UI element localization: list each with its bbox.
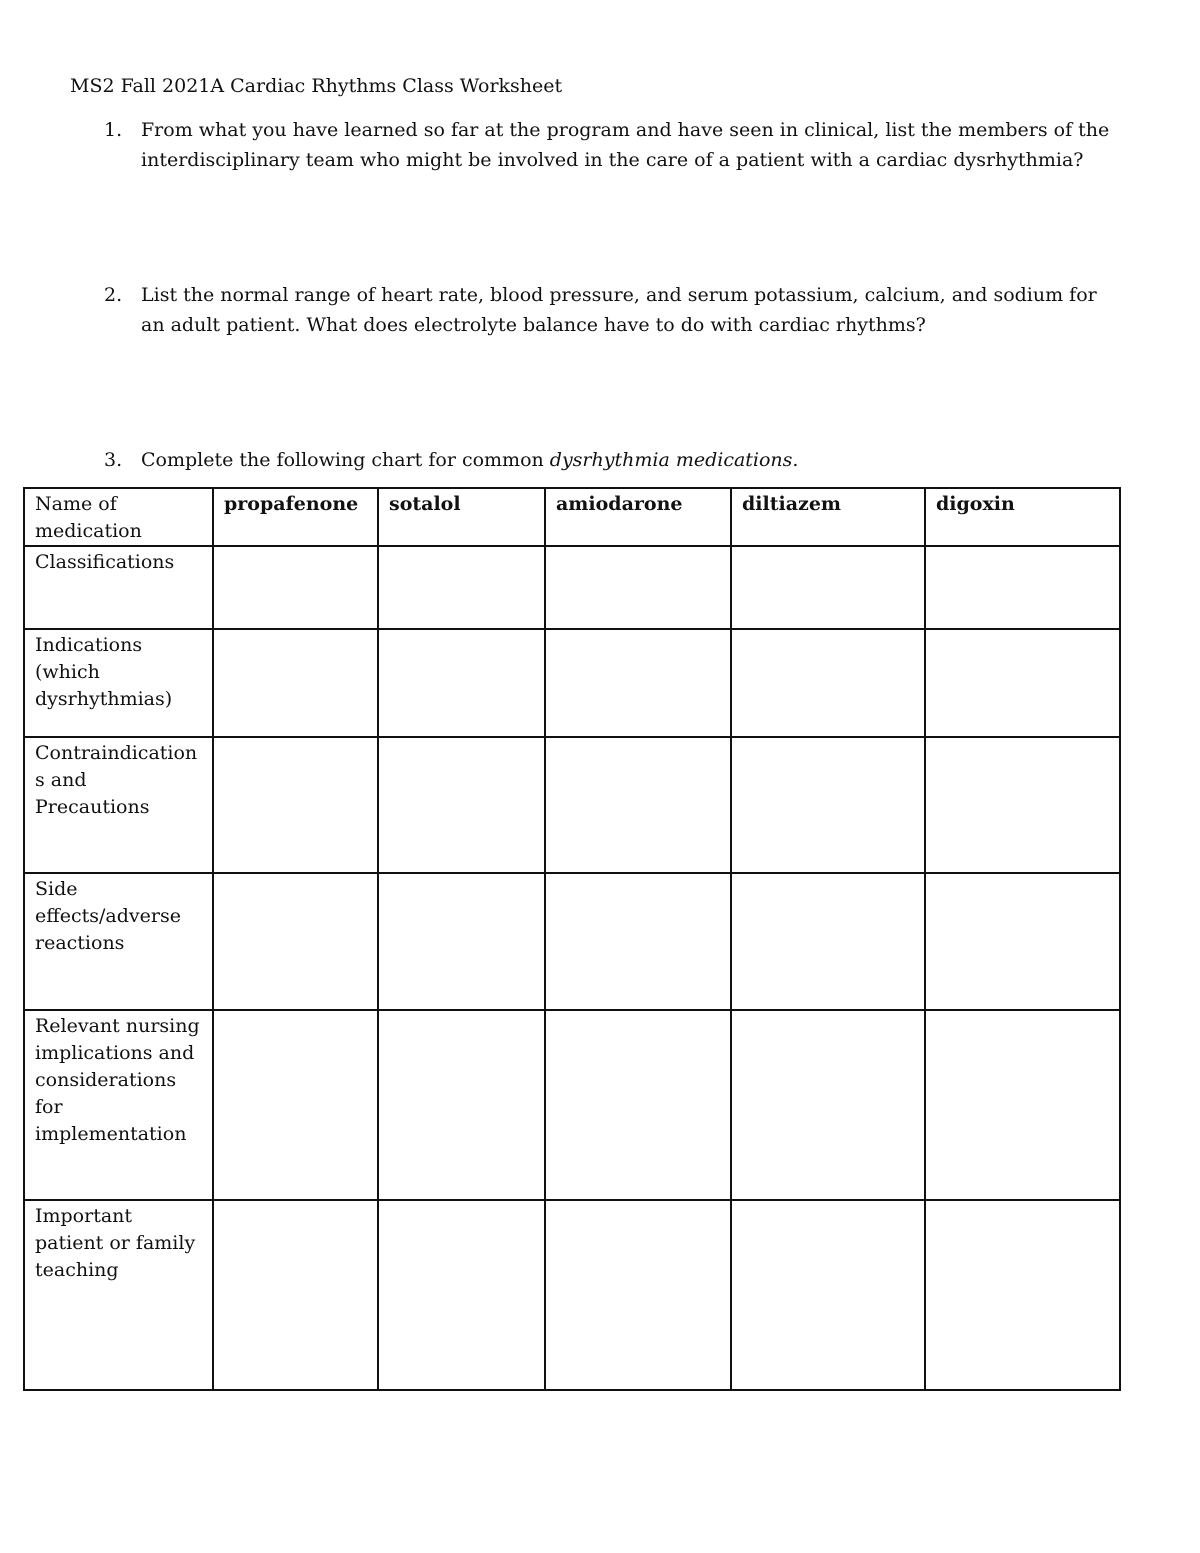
question-text-end: .	[792, 449, 799, 471]
medication-header-sotalol: sotalol	[378, 488, 545, 546]
answer-cell[interactable]	[731, 546, 925, 629]
row-label-patient-teaching: Important patient or family teaching	[24, 1200, 213, 1390]
medication-chart	[23, 487, 1121, 1391]
question-1	[104, 115, 1114, 175]
answer-cell[interactable]	[213, 737, 378, 873]
table-row	[24, 1010, 1120, 1200]
answer-cell[interactable]	[925, 1010, 1120, 1200]
answer-cell[interactable]	[731, 873, 925, 1010]
answer-cell[interactable]	[545, 629, 731, 737]
answer-cell[interactable]	[925, 629, 1120, 737]
answer-cell[interactable]	[545, 873, 731, 1010]
answer-cell[interactable]	[925, 737, 1120, 873]
answer-cell[interactable]	[378, 629, 545, 737]
medication-header-propafenone: propafenone	[213, 488, 378, 546]
answer-cell[interactable]	[731, 629, 925, 737]
answer-cell[interactable]	[925, 546, 1120, 629]
answer-cell[interactable]	[378, 873, 545, 1010]
answer-cell[interactable]	[378, 1200, 545, 1390]
table-row	[24, 546, 1120, 629]
row-label-nursing-implications: Relevant nursing implications and considerations for implementation	[24, 1010, 213, 1200]
answer-cell[interactable]	[213, 1010, 378, 1200]
row-label-classifications: Classifications	[24, 546, 213, 629]
question-text	[141, 445, 1114, 475]
medication-header-amiodarone: amiodarone	[545, 488, 731, 546]
question-text-emphasis: dysrhythmia medications	[549, 449, 793, 471]
answer-cell[interactable]	[545, 1200, 731, 1390]
corner-label: Name of medication	[24, 488, 213, 546]
question-text-lead: Complete the following chart for common	[141, 449, 550, 471]
answer-cell[interactable]	[213, 629, 378, 737]
table-header-row	[24, 488, 1120, 546]
table-row	[24, 1200, 1120, 1390]
medication-header-digoxin: digoxin	[925, 488, 1120, 546]
answer-cell[interactable]	[378, 1010, 545, 1200]
row-label-indications: Indications (which dysrhythmias)	[24, 629, 213, 737]
answer-cell[interactable]	[213, 546, 378, 629]
answer-cell[interactable]	[378, 737, 545, 873]
answer-cell[interactable]	[925, 1200, 1120, 1390]
answer-cell[interactable]	[731, 1200, 925, 1390]
answer-cell[interactable]	[213, 873, 378, 1010]
answer-cell[interactable]	[731, 1010, 925, 1200]
question-number: 1.	[104, 119, 123, 141]
question-2	[104, 280, 1114, 340]
answer-cell[interactable]	[925, 873, 1120, 1010]
question-text: From what you have learned so far at the program and have seen in clinical, list the members of the interdisciplinary team who might be involved in the care of a patient with a cardiac dysrhythmia?	[141, 119, 1110, 171]
answer-cell[interactable]	[378, 546, 545, 629]
table-row	[24, 873, 1120, 1010]
row-label-contraindications: Contraindications and Precautions	[24, 737, 213, 873]
question-3	[104, 445, 1114, 475]
question-number: 3.	[104, 449, 123, 471]
row-label-side-effects: Side effects/adverse reactions	[24, 873, 213, 1010]
question-text: List the normal range of heart rate, blood pressure, and serum potassium, calcium, and sodium for an adult patient. What does electrolyte balance have to do with cardiac rhythms?	[141, 284, 1097, 336]
table-row	[24, 737, 1120, 873]
answer-cell[interactable]	[545, 546, 731, 629]
table-row	[24, 629, 1120, 737]
answer-cell[interactable]	[545, 1010, 731, 1200]
answer-cell[interactable]	[731, 737, 925, 873]
answer-cell[interactable]	[213, 1200, 378, 1390]
question-number: 2.	[104, 284, 123, 306]
answer-cell[interactable]	[545, 737, 731, 873]
worksheet-title: MS2 Fall 2021A Cardiac Rhythms Class Worksheet	[70, 75, 563, 97]
medication-header-diltiazem: diltiazem	[731, 488, 925, 546]
